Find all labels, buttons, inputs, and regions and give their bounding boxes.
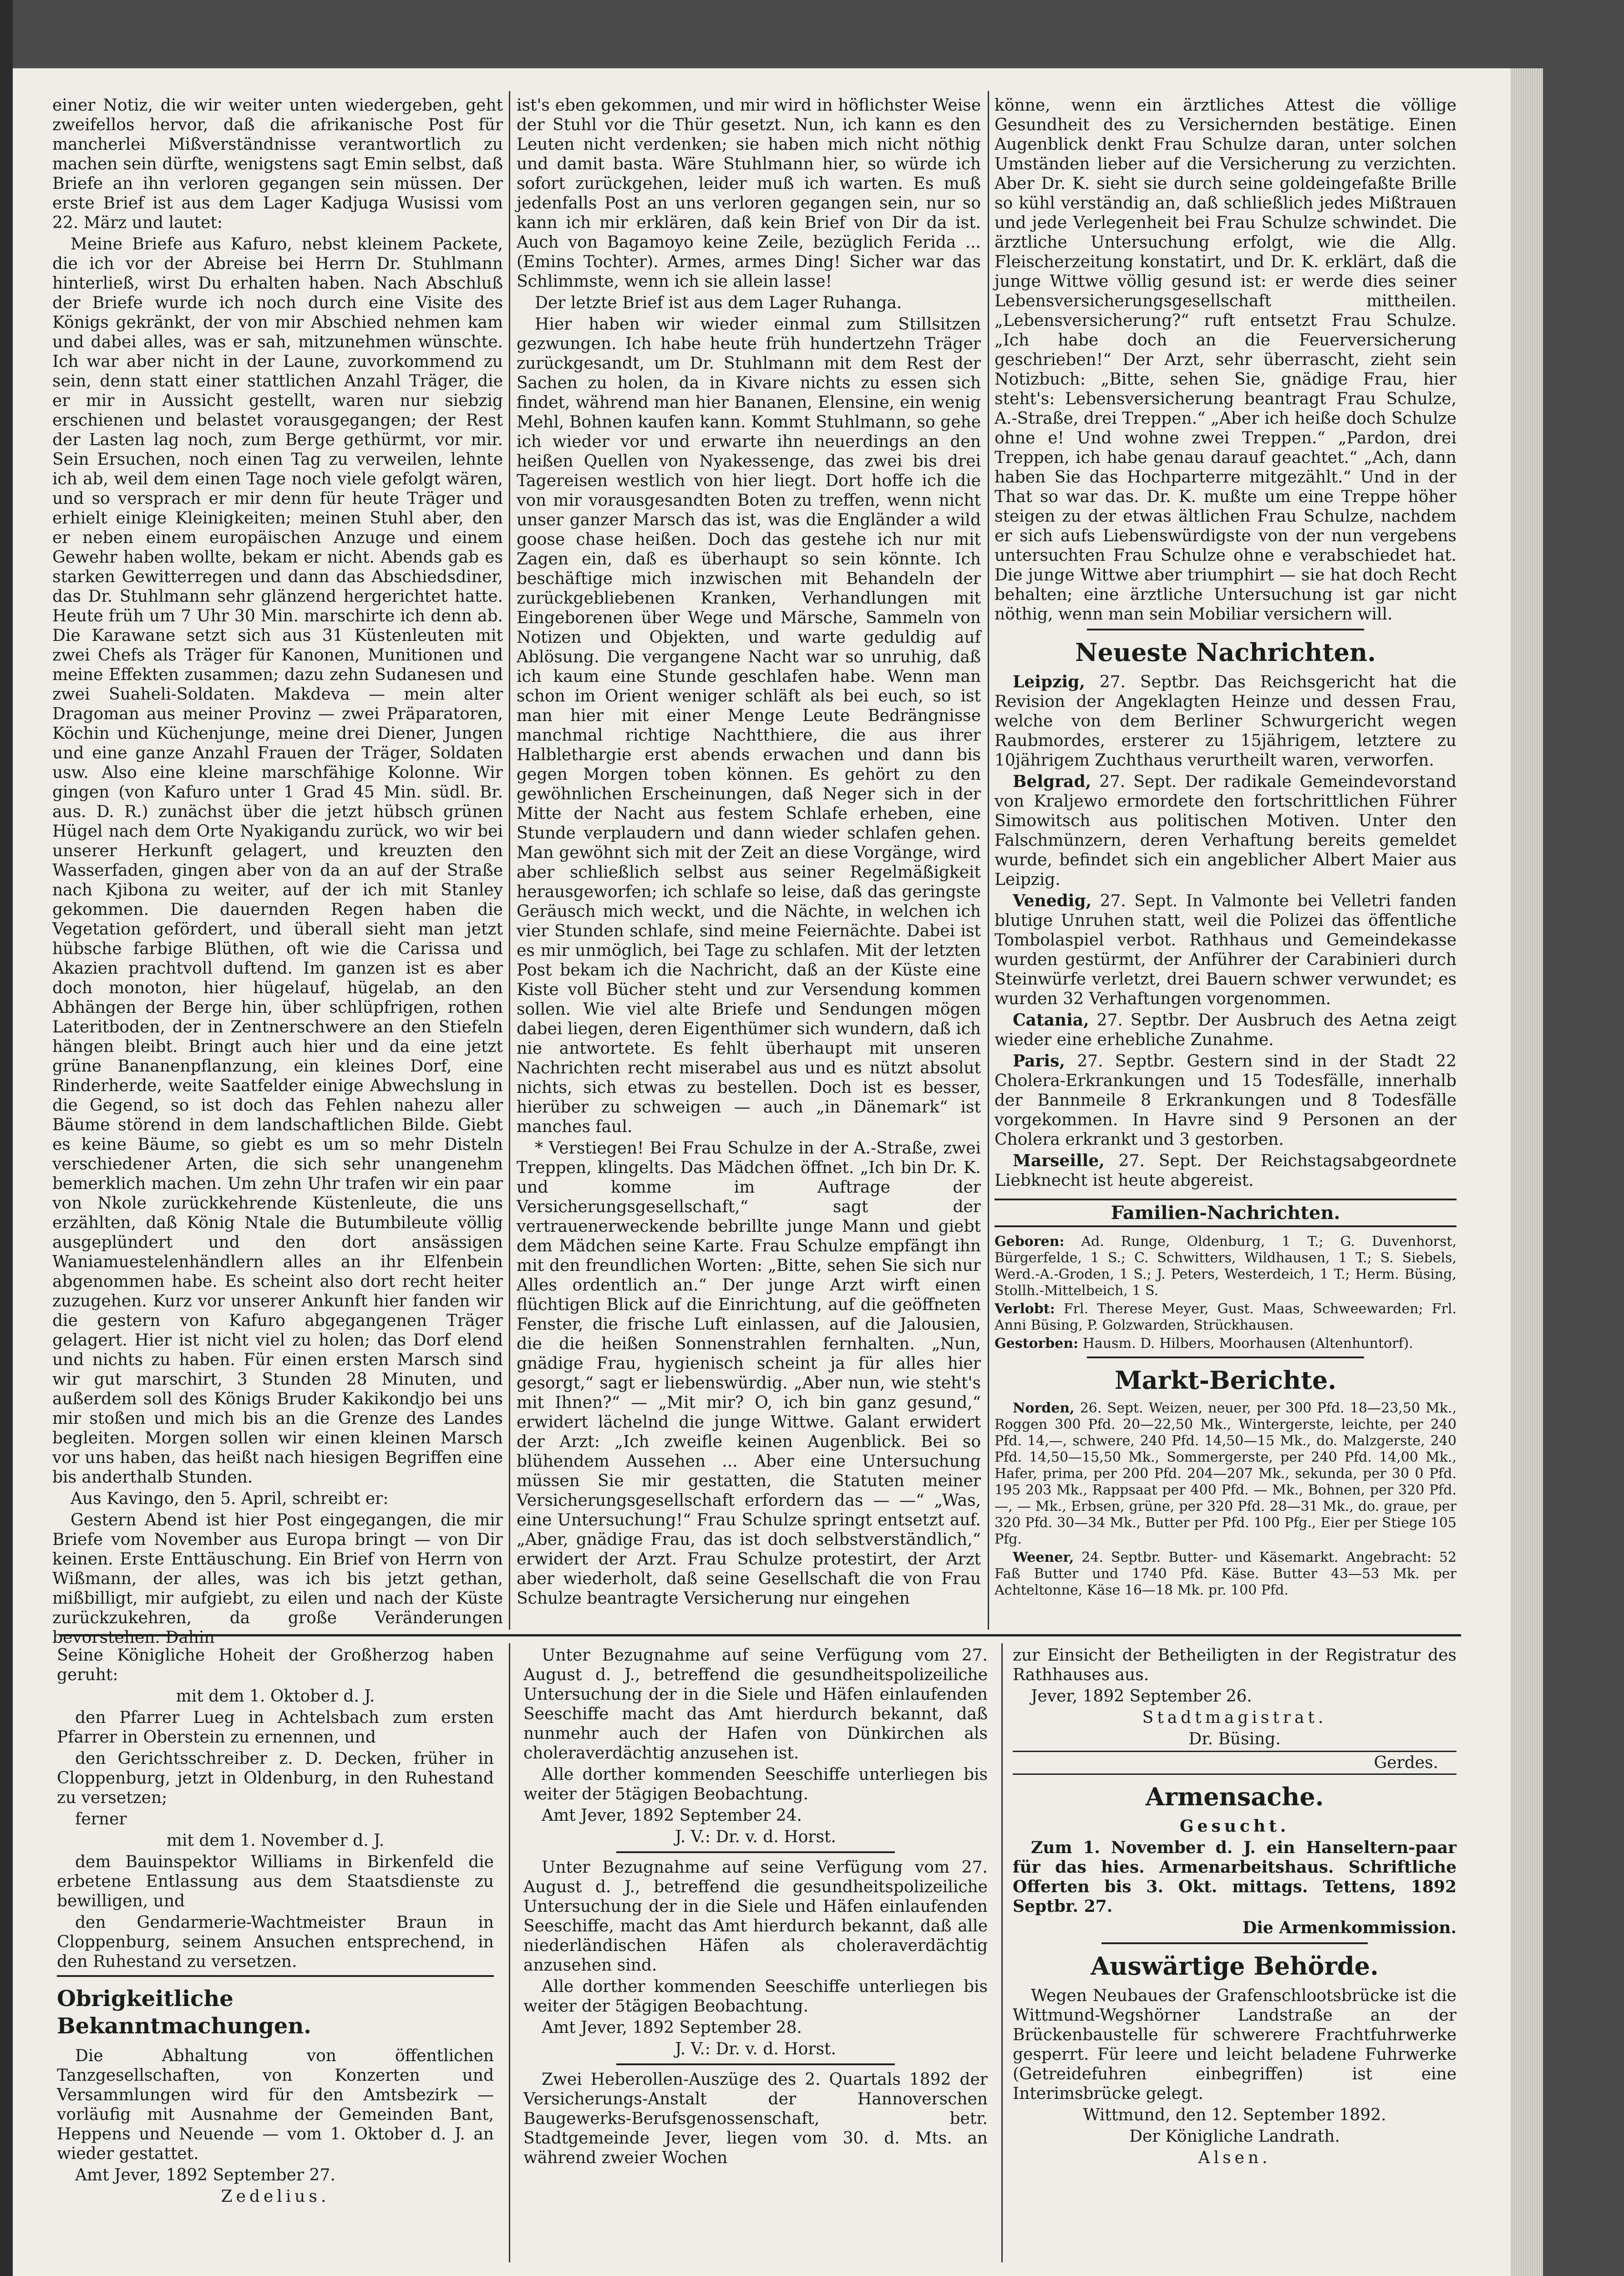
column-1 [52,96,503,1647]
news-place: Venedig, [1013,891,1092,910]
decree-item: den Gerichtsschreiber z. D. Decken, früher in Cloppenburg, jetzt in Oldenburg, in den Ruhestand zu versetzen; [57,1749,494,1807]
page-edges [1510,68,1543,2276]
news-place: Marseille, [1013,1151,1105,1170]
divider [57,1975,494,1977]
notice-date: Amt Jever, 1892 September 28. [542,2018,802,2037]
official-notice: Zwei Heberollen-Auszüge des 2. Quartals 1892 der Versicherungs-Anstalt der Hannoverschen Baugewerks-Berufsgenossenschaft, betr. Stadtgemeinde Jever, liegen vom 30. d. Mts. an während zweier Wochen [523,2070,988,2167]
column-rule [509,1643,510,2262]
news-text: 27. Septbr. Das Reichsgericht hat die Revision der Angeklagten Heinze und dessen Frau, welche von dem Berliner Schwurgericht wegen Raubmordes, ersterer zu 15jährigem, letztere zu 10jährigem Zuchthaus verurtheilt waren, verworfen. [995,673,1457,770]
column-rule [988,91,989,1630]
family-item: Gestorben: Hausm. D. Hilbers, Moorhausen (Altenhuntorf). [995,1336,1413,1351]
column-2 [517,96,981,1630]
news-text: 27. Sept. Der Reichstagsabgeordnete Liebknecht ist heute abgereist. [995,1152,1457,1190]
decree-item: den Gendarmerie-Wachtmeister Braun in Cloppenburg, seinem Ansuchen entsprechend, in den Ruhestand zu versetzen. [57,1913,494,1971]
article-paragraph: könne, wenn ein ärztliches Attest die völlige Gesundheit des zu Versichernden bestätige. Einen Augenblick denkt Frau Schulze daran, unter solchen Umständen lieber auf die Versicherung zu verzichten. Aber Dr. K. sieht sie durch seine goldeingefaßte Brille so kühl verständig an, daß schließlich jedes Mißtrauen und jede Verlegenheit bei Frau Schulze schwindet. Die ärztliche Untersuchung erfolgt, wie die Allg. Fleischerzeitung konstatirt, und Dr. K. erklärt, daß die junge Wittwe völlig gesund ist: er werde dies seiner Lebensversicherungsgesellschaft mittheilen. „Lebensversicherung?“ ruft entsetzt Frau Schulze. „Ich habe doch an die Feuerversicherung geschrieben!“ Der Arzt, sehr überrascht, zieht sein Notizbuch: „Bitte, sehen Sie, gnädige Frau, hier steht's: Lebensversicherung beantragt Frau Schulze, A.-Straße, drei Treppen.“ „Aber ich heiße doch Schulze ohne e! Und wohne zwei Treppen.“ „Pardon, drei Treppen, ich habe genau darauf geachtet.“ „Ach, dann haben Sie das Hochparterre mitgezählt.“ Und in der That so war das. Dr. K. mußte um eine Treppe höher steigen zu der etwas ältlichen Frau Schulze, nachdem er sich aufs Liebenswürdigste von der nun vergebens untersuchten Frau Schulze ohne e verabschiedet hat. Die junge Wittwe aber triumphirt — sie hat doch Recht behalten; eine ärztliche Untersuchung ist gar nicht nöthig, wenn man sein Mobiliar versichern will. [995,96,1457,624]
notice-authority: Stadtmagistrat. [1142,1708,1327,1727]
divider [1101,1942,1368,1944]
notice-clerk: Gerdes. [1013,1751,1457,1775]
decree-item: den Pfarrer Lueg in Achtelsbach zum ersten Pfarrer in Oberstein zu ernennen, und [57,1708,494,1747]
article-paragraph: Der letzte Brief ist aus dem Lager Ruhanga. [535,294,902,312]
armen-heading: Armensache. [1145,1782,1324,1811]
notice-signature: Alsen. [1198,2149,1271,2167]
news-place: Leipzig, [1013,672,1085,691]
notice-authority: Der Königliche Landrath. [1129,2127,1340,2146]
notice-signature: J. V.: Dr. v. d. Horst. [675,2040,836,2058]
divider [1087,1356,1364,1358]
notice-signature: Zedelius. [221,2187,330,2206]
decree-intro: Seine Königliche Hoheit der Großherzog haben geruht: [57,1646,494,1684]
official-notice: Alle dorther kommenden Seeschiffe unterliegen bis weiter der 5tägigen Beobachtung. [523,1765,988,1804]
news-item [995,1151,1457,1190]
market-item: Weener, 24. Septbr. Butter- und Käsemarkt. Angebracht: 52 Faß Butter und 1740 Pfd. Käse. Butter 43—53 Mk. per Achteltonne, Käse 16—18 Mk. pr. 100 Pfd. [995,1550,1457,1598]
notice-date: Jever, 1892 September 26. [1031,1687,1252,1706]
decree-item: ferner [75,1810,127,1829]
news-text: 27. Sept. In Valmonte bei Velletri fanden blutige Unruhen statt, weil die Polizei das öffentliche Tombolaspiel verbot. Rathhaus und Gemeindekasse wurden gestürmt, der Anführer der Carabinieri durch Steinwürfe verletzt, drei Bauern schwer verwundet; es wurden 32 Verhaftungen vorgenommen. [995,892,1457,1008]
notice-date: Wittmund, den 12. September 1892. [1083,2106,1386,2124]
behoerde-heading: Auswärtige Behörde. [1091,1951,1379,1981]
notice-signature: J. V.: Dr. v. d. Horst. [675,1828,836,1846]
column-rule [1001,1643,1003,2262]
divider [616,1851,895,1853]
news-text: 27. Septbr. Der Ausbruch des Aetna zeigt wieder eine erhebliche Zunahme. [995,1011,1457,1049]
behoerde-text: Wegen Neubaues der Grafenschlootsbrücke ist die Wittmund-Wegshörner Landstraße an der Brückenbaustelle für schwerere Frachtfuhrwerke gesperrt. Für leere und leicht beladene Fuhrwerke (Getreidefuhren einbegriffen) ist eine Interimsbrücke gelegt. [1013,1986,1457,2103]
news-heading: Neueste Nachrichten. [1075,638,1376,667]
family-heading: Familien-Nachrichten. [1111,1202,1340,1224]
column-rule [509,91,510,1630]
article-paragraph: * Verstiegen! Bei Frau Schulze in der A.-Straße, zwei Treppen, klingelts. Das Mädchen öffnet. „Ich bin Dr. K. und komme im Auftrage der Versicherungsgesellschaft,“ sagt der vertrauenerweckende bebrillte junge Mann und giebt dem Mädchen seine Karte. Frau Schulze empfängt ihn mit den freundlichen Worten: „Bitte, sehen Sie sich nur Alles ordentlich an.“ Der junge Arzt wirft einen flüchtigen Blick auf die Einrichtung, auf die geöffneten Fenster, die frische Luft einlassen, auf die Jalousien, die die heißen Sonnenstrahlen fernhalten. „Nun, gnädige Frau, hygienisch scheint ja für alles hier gesorgt,“ sagt er liebenswürdig. „Aber nun, wie steht's mit Ihnen?“ — „Mit mir? O, ich bin ganz gesund,“ erwidert lächelnd die junge Wittwe. Galant erwidert der Arzt: „Ich zweifle keinen Augenblick. Bei so blühendem Aussehen ... Aber eine Untersuchung müssen Sie mir gestatten, die Statuten meiner Versicherungsgesellschaft erfordern das — —“ „Was, eine Untersuchung!“ Frau Schulze springt entsetzt auf. „Aber, gnädige Frau, das ist doch selbstverständlich,“ erwidert der Arzt. Frau Schulze protestirt, der Arzt aber wiederholt, daß seine Gesellschaft die von Frau Schulze beantragte Versicherung nur eingehen [517,1139,981,1608]
article-paragraph: Hier haben wir wieder einmal zum Stillsitzen gezwungen. Ich habe heute früh hundertzehn Träger zurückgesandt, um Dr. Stuhlmann mit dem Rest der Sachen zu holen, da in Kivare nichts zu essen sich findet, während man hier Bananen, Elensine, ein wenig Mehl, Bohnen kaufen kann. Kommt Stuhlmann, so gehe ich wieder vor und erwarte ihn neuerdings an den heißen Quellen von Nyakessenge, das zwei bis drei Tagereisen westlich von hier liegt. Dort hoffe ich die von mir vorausgesandten Boten zu treffen, wenn nicht unser ganzer Marsch das ist, was die Engländer a wild goose chase heißen. Doch das gestehe ich nur mit Zagen ein, daß es überhaupt so sein könnte. Ich beschäftige mich inzwischen mit Behandeln der zurückgebliebenen Kranken, Verhandlungen mit Eingeborenen über Wege und Märsche, Sammeln von Notizen und Objekten, und warte geduldig auf Ablösung. Die vergangene Nacht war so unruhig, daß ich kaum eine Stunde geschlafen habe. Wenn man schon im Orient weniger schläft als bei euch, so ist man hier mit einer Menge Leute Bedrängnisse manchmal richtige Nachtthiere, die aus ihrer Halblethargie erst abends erwachen und dann bis gegen Morgen toben können. Es gehört zu den gewöhnlichen Erscheinungen, daß Neger sich in der Mitte der Nacht aus festem Schlafe erheben, eine Stunde verplaudern und dann wieder schlafen gehen. Man gewöhnt sich mit der Zeit an diese Vorgänge, wird aber schließlich selbst aus seiner Regelmäßigkeit herausgeworfen; ich schlafe so leise, daß das geringste Geräusch mich weckt, und die Nächte, in welchen ich vier Stunden schlafe, sind meine Feiernächte. Dabei ist es mir unmöglich, bei Tage zu schlafen. Mit der letzten Post bekam ich die Nachricht, daß an der Küste eine Kiste voll Bücher steht und zur Versendung kommen sollen. Wie viel alte Briefe und Sendungen mögen dabei liegen, deren Eigenthümer sich wundern, daß ich nie antwortete. Es fehlt überhaupt mit unseren Nachrichten recht miserabel aus und es nützt absolut nichts, sich etwas zu bestellen. Doch ist es besser, hierüber zu schweigen — auch „in Dänemark“ ist manches faul. [517,315,981,1136]
article-paragraph: Gestern Abend ist hier Post eingegangen, die mir Briefe vom November aus Europa bringt — von Dir keinen. Erste Enttäuschung. Ein Brief von Herrn von Wißmann, der alles, was ich bis jetzt gethan, mißbilligt, mir aufgiebt, zu eilen und nach der Küste zurückzukehren, da große Veränderungen bevorstehen. Dahin [52,1511,503,1647]
news-place: Paris, [1013,1052,1065,1071]
article-paragraph: Aus Kavingo, den 5. April, schreibt er: [71,1489,389,1508]
official-notice: Unter Bezugnahme auf seine Verfügung vom 27. August d. J., betreffend die gesundheitspolizeiliche Untersuchung der in die Siele und Häfen einlaufenden Seeschiffe, macht das Amt hierdurch bekannt, daß alle niederländischen Häfen als choleraverdächtig anzusehen sind. [523,1858,988,1975]
official-notice: zur Einsicht der Betheiligten in der Registratur des Rathhauses aus. [1013,1646,1457,1684]
news-item [995,772,1457,889]
official-heading: Obrigkeitliche Bekanntmachungen. [57,1986,311,2039]
market-item: Norden, 26. Sept. Weizen, neuer, per 300 Pfd. 18—23,50 Mk., Roggen 300 Pfd. 20—22,50 Mk., Wintergerste, leichte, per 240 Pfd. 14,—, schwere, 240 Pfd. 14,50—15 Mk., do. Malzgerste, 240 Pfd. 14,50—15,50 Mk., Sommergerste, per 240 Pfd. 14,00 Mk., Hafer, prima, per 200 Pfd. 204—207 Mk., sekunda, per 30 0 Pfd. 195 203 Mk., Rappsaat per 400 Pfd. — Mk., Bohnen, per 320 Pfd. —, — Mk., Erbsen, grüne, per 320 Pfd. 28—31 Mk., do. graue, per 320 Pfd. 30—34 Mk., Butter per Pfd. 100 Pfg., Eier per Stiege 105 Pfg. [995,1400,1457,1547]
decree-item: dem Bauinspektor Williams in Birkenfeld die erbetene Entlassung aus dem Staatsdienste zu bewilligen, und [57,1853,494,1910]
bottom-column-1 [57,1646,494,2260]
notice-date: Amt Jever, 1892 September 27. [75,2166,335,2185]
armen-signature: Die Armenkommission. [1242,1918,1457,1937]
bottom-column-2 [523,1646,988,2260]
family-item: Verlobt: Frl. Therese Meyer, Gust. Maas, Schweewarden; Frl. Anni Büsing, P. Golzwarden, Strückhausen. [995,1301,1457,1333]
family-item: Geboren: Ad. Runge, Oldenburg, 1 T.; G. Duvenhorst, Bürgerfelde, 1 S.; C. Schwitters, Wildhausen, 1 T.; S. Siebels, Werd.-A.-Groden, 1 S.; J. Peters, Westerdeich, 1 T.; Herm. Büsing, Stollh.-Mittelbeich, 1 S. [995,1234,1457,1299]
news-item [995,891,1457,1009]
decree-date: mit dem 1. November d. J. [166,1831,385,1850]
official-notice: Die Abhaltung von öffentlichen Tanzgesellschaften, von Konzerten und Versammlungen wird für den Amtsbezirk — vorläufig mit Ausnahme der Gemeinden Bant, Heppens und Neuende — vom 1. Oktober d. J. an wieder gestattet. [57,2047,494,2163]
news-text: 27. Sept. Der radikale Gemeindevorstand von Kraljewo ermordete den fortschrittlichen Führer Simowitsch aus politischen Motiven. Unter den Falschmünzern, deren Verhaftung bereits gemeldet wurde, befindet sich ein angeblicher Albert Maier aus Leipzig. [995,772,1457,889]
market-heading: Markt-Berichte. [1114,1366,1337,1395]
armen-text: Zum 1. November d. J. ein Hanseltern-paar für das hies. Armenarbeitshaus. Schriftliche Offerten bis 3. Okt. mittags. Tettens, 1892 Septbr. 27. [1013,1838,1457,1916]
news-item [995,1011,1457,1050]
notice-date: Amt Jever, 1892 September 24. [542,1806,802,1825]
divider [1087,629,1364,630]
news-item [995,672,1457,770]
official-notice: Alle dorther kommenden Seeschiffe unterliegen bis weiter der 5tägigen Beobachtung. [523,1977,988,2016]
article-paragraph: Meine Briefe aus Kafuro, nebst kleinem Packete, die ich vor der Abreise bei Herrn Dr. Stuhlmann hinterließ, wirst Du erhalten haben. Nach Abschluß der Briefe wurde ich noch durch eine Visite des Königs gekränkt, der von mir Abschied nehmen kam und dabei alles, was er sah, mitzunehmen wünschte. Ich war aber nicht in der Laune, zuvorkommend zu sein, denn statt einer stattlichen Anzahl Träger, die er mir in Aussicht gestellt, waren nur siebzig erschienen und belastet vorausgegangen; der Rest der Lasten lag noch, zum Berge gethürmt, vor mir. Sein Ersuchen, noch einen Tag zu verweilen, lehnte ich ab, weil dem einen Tage noch viele gefolgt wären, und so versprach er mir denn für heute Träger und erhielt einige Kleinigkeiten; meinen Stuhl aber, den er neben einem europäischen Anzuge und einem Gewehr haben wollte, bekam er nicht. Abends gab es starken Gewitterregen und dann das Abschiedsdiner, das Dr. Stuhlmann sehr glänzend hergerichtet hatte. Heute früh um 7 Uhr 30 Min. marschirte ich denn ab. Die Karawane setzt sich aus 31 Küstenleuten mit zwei Chefs als Träger für Kanonen, Munitionen und meine Effekten zusammen; dazu zehn Sudanesen und zwei Suaheli-Soldaten. Makdeva — mein alter Dragoman aus meiner Provinz — zwei Präparatoren, Köchin und Küchenjunge, meine drei Diener, Jungen und eine ganze Anzahl Frauen der Träger, Soldaten usw. Also eine kleine marschfähige Kolonne. Wir gingen (von Kafuro unter 1 Grad 45 Min. südl. Br. aus. D. R.) zunächst über die jetzt hübsch grünen Hügel nach dem Orte Nyakigandu zurück, wo wir bei unserer Herkunft gelagert, und kreuzten den Wasserfaden, gingen aber von da an auf der Straße nach Kjibona zu weiter, auf der ich mit Stanley gekommen. Die dauernden Regen haben die Vegetation gefördert, und überall sieht man jetzt hübsche farbige Blüthen, oft wie die Carissa und Akazien prachtvoll duftend. Im ganzen ist es aber doch monoton, hier hügelauf, hügelab, an den Abhängen der Berge hin, über schlüpfrigen, rothen Lateritboden, der in Zentnerschwere an den Stiefeln hängen bleibt. Bringt auch hier und da eine jetzt grüne Bananenpflanzung, ein kleines Dorf, eine Rinderherde, weite Saatfelder einige Abwechslung in die Gegend, so ist doch das Fehlen nahezu aller Bäume störend in dem landschaftlichen Bilde. Giebt es keine Bäume, so giebt es um so mehr Disteln verschiedener Arten, die sich sehr unangenehm bemerklich machen. Um zehn Uhr trafen wir ein paar von Nkole zurückkehrende Küstenleute, die uns erzählten, daß König Ntale die Butumbileute völlig ausgeplündert und den dort ansässigen Waniamuestelenhändlern alles an ihr Elfenbein abgenommen habe. Es scheint also dort recht heiter zuzugehen. Kurz vor unserer Ankunft hier fanden wir die gestern von Kafuro abgegangenen Träger gelagert. Hier ist nicht viel zu holen; das Dorf elend und nichts zu haben. Für einen ersten Marsch sind wir gut marschirt, 3 Stunden 28 Minuten, und außerdem soll des Königs Bruder Kakikondjo bei uns mir stoßen und mich bis an die Grenze des Landes begleiten. Morgen sollen wir einen kleinen Marsch vor uns haben, das heißt nach hiesigen Begriffen eine bis anderthalb Stunden. [52,235,503,1487]
news-item [995,1052,1457,1149]
divider [616,2063,895,2065]
armen-gesucht: Gesucht. [1179,1817,1290,1836]
article-paragraph: ist's eben gekommen, und mir wird in höflichster Weise der Stuhl vor die Thür gesetzt. Nun, ich kann es den Leuten nicht verdenken; sie haben mich nicht nöthig und damit basta. Wäre Stuhlmann hier, so würde ich sofort zurückgehen, leider muß ich warten. Es muß jedenfalls Post an uns verloren gegangen sein, nur so kann ich mir erklären, daß kein Brief von Dir da ist. Auch von Bagamoyo keine Zeile, bezüglich Ferida ... (Emins Tochter). Armes, armes Ding! Sicher war das Schlimmste, wenn ich sie allein lasse! [517,96,981,291]
news-text: 27. Septbr. Gestern sind in der Stadt 22 Cholera-Erkrankungen und 15 Todesfälle, innerhalb der Bannmeile 8 Erkrankungen und 8 Todesfälle vorgekommen. In Havre sind 9 Personen an der Cholera erkrankt und 3 gestorben. [995,1052,1457,1149]
news-place: Belgrad, [1013,772,1091,791]
news-place: Catania, [1013,1011,1089,1030]
bottom-column-3 [1013,1646,1457,2260]
decree-date: mit dem 1. Oktober d. J. [176,1687,375,1706]
book-spine [0,0,13,2276]
article-paragraph: einer Notiz, die wir weiter unten wiedergeben, geht zweifellos hervor, daß die afrikanische Post für mancherlei Mißverständnisse verantwortlich zu machen sein dürfte, wenigstens sagt Emin selbst, daß Briefe an ihn verloren gegangen sein müssen. Der erste Brief ist aus dem Lager Kadjuga Wusissi vom 22. März und lautet: [52,96,503,232]
column-3 [995,96,1457,1630]
notice-signature: Dr. Büsing. [1188,1730,1281,1748]
official-notice: Unter Bezugnahme auf seine Verfügung vom 27. August d. J., betreffend die gesundheitspolizeiliche Untersuchung der in die Siele und Häfen einlaufenden Seeschiffe macht das Amt hierdurch bekannt, daß nunmehr auch der Hafen von Dünkirchen als choleraverdächtig anzusehen ist. [523,1646,988,1763]
